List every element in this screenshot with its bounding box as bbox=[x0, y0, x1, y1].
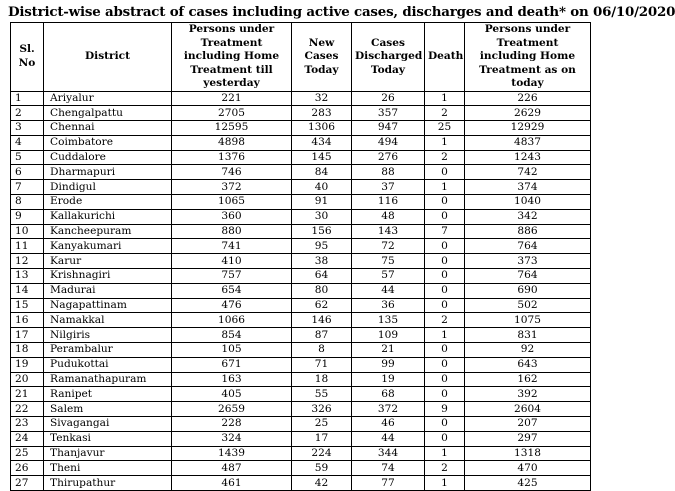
cell-cases-discharged: 99 bbox=[352, 357, 425, 372]
cell-persons-yesterday: 228 bbox=[172, 417, 292, 432]
cell-cases-discharged: 36 bbox=[352, 298, 425, 313]
cell-persons-yesterday: 854 bbox=[172, 328, 292, 343]
header-persons-yesterday: Persons under Treatment including Home Treatment till yesterday bbox=[172, 23, 292, 92]
cell-new-cases: 283 bbox=[292, 106, 352, 121]
cell-death: 0 bbox=[425, 372, 465, 387]
cell-death: 0 bbox=[425, 254, 465, 269]
table-row bbox=[11, 431, 591, 446]
cell-persons-today: 831 bbox=[465, 328, 591, 343]
cell-cases-discharged: 88 bbox=[352, 165, 425, 180]
cell-sl-no: 23 bbox=[11, 417, 44, 432]
cell-district: Madurai bbox=[44, 283, 172, 298]
cell-new-cases: 62 bbox=[292, 298, 352, 313]
cell-new-cases: 95 bbox=[292, 239, 352, 254]
cell-new-cases: 59 bbox=[292, 461, 352, 476]
cell-death: 2 bbox=[425, 150, 465, 165]
table-row bbox=[11, 209, 591, 224]
cell-cases-discharged: 68 bbox=[352, 387, 425, 402]
header-row bbox=[11, 23, 591, 92]
cell-district: Ranipet bbox=[44, 387, 172, 402]
cell-cases-discharged: 143 bbox=[352, 224, 425, 239]
cell-cases-discharged: 57 bbox=[352, 269, 425, 284]
cell-persons-yesterday: 461 bbox=[172, 476, 292, 491]
table-row bbox=[11, 372, 591, 387]
cell-cases-discharged: 75 bbox=[352, 254, 425, 269]
cell-persons-today: 373 bbox=[465, 254, 591, 269]
cell-cases-discharged: 74 bbox=[352, 461, 425, 476]
cell-persons-yesterday: 360 bbox=[172, 209, 292, 224]
cell-sl-no: 20 bbox=[11, 372, 44, 387]
cell-death: 0 bbox=[425, 387, 465, 402]
cell-death: 2 bbox=[425, 461, 465, 476]
cell-sl-no: 22 bbox=[11, 402, 44, 417]
cell-sl-no: 7 bbox=[11, 180, 44, 195]
cell-new-cases: 32 bbox=[292, 91, 352, 106]
cell-persons-today: 4837 bbox=[465, 135, 591, 150]
cell-death: 0 bbox=[425, 165, 465, 180]
cell-sl-no: 19 bbox=[11, 357, 44, 372]
cell-death: 1 bbox=[425, 180, 465, 195]
header-death: Death bbox=[425, 23, 465, 92]
cell-sl-no: 4 bbox=[11, 135, 44, 150]
cell-district: Sivagangai bbox=[44, 417, 172, 432]
cell-sl-no: 12 bbox=[11, 254, 44, 269]
cell-persons-today: 764 bbox=[465, 239, 591, 254]
cell-new-cases: 434 bbox=[292, 135, 352, 150]
cell-sl-no: 18 bbox=[11, 343, 44, 358]
table-row bbox=[11, 269, 591, 284]
cell-district: Thirupathur bbox=[44, 476, 172, 491]
cell-new-cases: 55 bbox=[292, 387, 352, 402]
cell-district: Chengalpattu bbox=[44, 106, 172, 121]
cell-persons-today: 1040 bbox=[465, 195, 591, 210]
cell-persons-yesterday: 2705 bbox=[172, 106, 292, 121]
cell-persons-today: 92 bbox=[465, 343, 591, 358]
cell-persons-today: 392 bbox=[465, 387, 591, 402]
cell-sl-no: 3 bbox=[11, 121, 44, 136]
cell-persons-today: 2604 bbox=[465, 402, 591, 417]
table-row bbox=[11, 461, 591, 476]
cell-death: 0 bbox=[425, 269, 465, 284]
table-row bbox=[11, 121, 591, 136]
cell-death: 1 bbox=[425, 446, 465, 461]
cell-death: 9 bbox=[425, 402, 465, 417]
cell-new-cases: 84 bbox=[292, 165, 352, 180]
cell-death: 0 bbox=[425, 283, 465, 298]
cell-persons-yesterday: 372 bbox=[172, 180, 292, 195]
cell-sl-no: 10 bbox=[11, 224, 44, 239]
cell-death: 0 bbox=[425, 209, 465, 224]
cell-new-cases: 80 bbox=[292, 283, 352, 298]
cell-persons-yesterday: 221 bbox=[172, 91, 292, 106]
cell-sl-no: 27 bbox=[11, 476, 44, 491]
cell-district: Namakkal bbox=[44, 313, 172, 328]
table-row bbox=[11, 165, 591, 180]
cell-new-cases: 18 bbox=[292, 372, 352, 387]
table-row bbox=[11, 343, 591, 358]
table-row bbox=[11, 91, 591, 106]
cell-district: Perambalur bbox=[44, 343, 172, 358]
cell-persons-today: 162 bbox=[465, 372, 591, 387]
table-row bbox=[11, 135, 591, 150]
cell-new-cases: 1306 bbox=[292, 121, 352, 136]
cell-persons-today: 12929 bbox=[465, 121, 591, 136]
table-row bbox=[11, 224, 591, 239]
district-abstract-table bbox=[10, 22, 591, 491]
cell-death: 1 bbox=[425, 328, 465, 343]
cell-new-cases: 71 bbox=[292, 357, 352, 372]
table-row bbox=[11, 446, 591, 461]
cell-new-cases: 30 bbox=[292, 209, 352, 224]
district-table-container bbox=[10, 22, 590, 491]
cell-death: 0 bbox=[425, 195, 465, 210]
cell-persons-today: 470 bbox=[465, 461, 591, 476]
cell-persons-yesterday: 487 bbox=[172, 461, 292, 476]
cell-cases-discharged: 372 bbox=[352, 402, 425, 417]
cell-district: Chennai bbox=[44, 121, 172, 136]
cell-persons-yesterday: 476 bbox=[172, 298, 292, 313]
cell-district: Theni bbox=[44, 461, 172, 476]
cell-cases-discharged: 276 bbox=[352, 150, 425, 165]
table-row bbox=[11, 402, 591, 417]
cell-persons-yesterday: 757 bbox=[172, 269, 292, 284]
cell-persons-yesterday: 324 bbox=[172, 431, 292, 446]
table-row bbox=[11, 106, 591, 121]
table-body bbox=[11, 91, 591, 491]
cell-death: 0 bbox=[425, 298, 465, 313]
cell-new-cases: 87 bbox=[292, 328, 352, 343]
table-row bbox=[11, 180, 591, 195]
cell-cases-discharged: 44 bbox=[352, 283, 425, 298]
cell-new-cases: 224 bbox=[292, 446, 352, 461]
table-row bbox=[11, 313, 591, 328]
cell-sl-no: 11 bbox=[11, 239, 44, 254]
cell-death: 1 bbox=[425, 476, 465, 491]
cell-cases-discharged: 135 bbox=[352, 313, 425, 328]
cell-persons-yesterday: 163 bbox=[172, 372, 292, 387]
cell-district: Coimbatore bbox=[44, 135, 172, 150]
cell-persons-today: 643 bbox=[465, 357, 591, 372]
cell-district: Dharmapuri bbox=[44, 165, 172, 180]
cell-persons-yesterday: 741 bbox=[172, 239, 292, 254]
cell-sl-no: 2 bbox=[11, 106, 44, 121]
cell-persons-yesterday: 405 bbox=[172, 387, 292, 402]
table-row bbox=[11, 357, 591, 372]
cell-sl-no: 16 bbox=[11, 313, 44, 328]
table-row bbox=[11, 298, 591, 313]
cell-new-cases: 42 bbox=[292, 476, 352, 491]
cell-persons-today: 764 bbox=[465, 269, 591, 284]
table-row bbox=[11, 283, 591, 298]
cell-persons-yesterday: 4898 bbox=[172, 135, 292, 150]
cell-death: 0 bbox=[425, 357, 465, 372]
header-district: District bbox=[44, 23, 172, 92]
cell-persons-yesterday: 880 bbox=[172, 224, 292, 239]
cell-persons-today: 886 bbox=[465, 224, 591, 239]
cell-persons-yesterday: 654 bbox=[172, 283, 292, 298]
cell-persons-today: 226 bbox=[465, 91, 591, 106]
cell-district: Kancheepuram bbox=[44, 224, 172, 239]
cell-cases-discharged: 109 bbox=[352, 328, 425, 343]
table-row bbox=[11, 328, 591, 343]
cell-sl-no: 1 bbox=[11, 91, 44, 106]
cell-cases-discharged: 26 bbox=[352, 91, 425, 106]
cell-new-cases: 156 bbox=[292, 224, 352, 239]
cell-district: Kallakurichi bbox=[44, 209, 172, 224]
cell-district: Nagapattinam bbox=[44, 298, 172, 313]
cell-cases-discharged: 44 bbox=[352, 431, 425, 446]
cell-cases-discharged: 116 bbox=[352, 195, 425, 210]
cell-death: 0 bbox=[425, 417, 465, 432]
cell-new-cases: 91 bbox=[292, 195, 352, 210]
cell-persons-today: 690 bbox=[465, 283, 591, 298]
cell-sl-no: 8 bbox=[11, 195, 44, 210]
cell-new-cases: 145 bbox=[292, 150, 352, 165]
cell-death: 1 bbox=[425, 91, 465, 106]
cell-district: Krishnagiri bbox=[44, 269, 172, 284]
cell-persons-today: 1318 bbox=[465, 446, 591, 461]
cell-persons-yesterday: 105 bbox=[172, 343, 292, 358]
cell-cases-discharged: 77 bbox=[352, 476, 425, 491]
cell-death: 0 bbox=[425, 343, 465, 358]
cell-persons-yesterday: 1376 bbox=[172, 150, 292, 165]
table-row bbox=[11, 417, 591, 432]
cell-new-cases: 326 bbox=[292, 402, 352, 417]
cell-new-cases: 38 bbox=[292, 254, 352, 269]
cell-district: Salem bbox=[44, 402, 172, 417]
cell-persons-today: 1075 bbox=[465, 313, 591, 328]
cell-district: Karur bbox=[44, 254, 172, 269]
cell-cases-discharged: 46 bbox=[352, 417, 425, 432]
cell-death: 7 bbox=[425, 224, 465, 239]
cell-persons-yesterday: 410 bbox=[172, 254, 292, 269]
cell-persons-yesterday: 1065 bbox=[172, 195, 292, 210]
cell-new-cases: 64 bbox=[292, 269, 352, 284]
cell-sl-no: 13 bbox=[11, 269, 44, 284]
document-title: District-wise abstract of cases including active cases, discharges and death* on 06/10/2020 bbox=[8, 4, 675, 20]
cell-sl-no: 21 bbox=[11, 387, 44, 402]
cell-sl-no: 26 bbox=[11, 461, 44, 476]
cell-cases-discharged: 48 bbox=[352, 209, 425, 224]
cell-district: Kanyakumari bbox=[44, 239, 172, 254]
cell-persons-today: 1243 bbox=[465, 150, 591, 165]
table-row bbox=[11, 150, 591, 165]
header-new-cases: New Cases Today bbox=[292, 23, 352, 92]
cell-cases-discharged: 37 bbox=[352, 180, 425, 195]
cell-persons-today: 425 bbox=[465, 476, 591, 491]
cell-persons-yesterday: 671 bbox=[172, 357, 292, 372]
cell-cases-discharged: 21 bbox=[352, 343, 425, 358]
cell-sl-no: 5 bbox=[11, 150, 44, 165]
cell-death: 1 bbox=[425, 135, 465, 150]
cell-district: Pudukottai bbox=[44, 357, 172, 372]
table-row bbox=[11, 476, 591, 491]
cell-sl-no: 24 bbox=[11, 431, 44, 446]
cell-sl-no: 25 bbox=[11, 446, 44, 461]
cell-district: Cuddalore bbox=[44, 150, 172, 165]
header-cases-discharged: Cases Discharged Today bbox=[352, 23, 425, 92]
cell-persons-today: 297 bbox=[465, 431, 591, 446]
cell-sl-no: 9 bbox=[11, 209, 44, 224]
cell-new-cases: 25 bbox=[292, 417, 352, 432]
header-sl-no: Sl. No bbox=[11, 23, 44, 92]
cell-death: 2 bbox=[425, 313, 465, 328]
table-row bbox=[11, 239, 591, 254]
cell-cases-discharged: 947 bbox=[352, 121, 425, 136]
cell-persons-yesterday: 746 bbox=[172, 165, 292, 180]
cell-district: Nilgiris bbox=[44, 328, 172, 343]
cell-new-cases: 146 bbox=[292, 313, 352, 328]
cell-death: 0 bbox=[425, 239, 465, 254]
cell-cases-discharged: 494 bbox=[352, 135, 425, 150]
cell-cases-discharged: 344 bbox=[352, 446, 425, 461]
cell-district: Dindigul bbox=[44, 180, 172, 195]
cell-sl-no: 15 bbox=[11, 298, 44, 313]
cell-district: Thanjavur bbox=[44, 446, 172, 461]
cell-persons-yesterday: 1439 bbox=[172, 446, 292, 461]
cell-persons-yesterday: 2659 bbox=[172, 402, 292, 417]
cell-sl-no: 6 bbox=[11, 165, 44, 180]
cell-new-cases: 8 bbox=[292, 343, 352, 358]
cell-district: Ariyalur bbox=[44, 91, 172, 106]
cell-persons-today: 742 bbox=[465, 165, 591, 180]
cell-district: Tenkasi bbox=[44, 431, 172, 446]
cell-persons-today: 374 bbox=[465, 180, 591, 195]
cell-death: 25 bbox=[425, 121, 465, 136]
cell-sl-no: 17 bbox=[11, 328, 44, 343]
cell-persons-today: 502 bbox=[465, 298, 591, 313]
cell-district: Erode bbox=[44, 195, 172, 210]
cell-persons-today: 207 bbox=[465, 417, 591, 432]
cell-death: 2 bbox=[425, 106, 465, 121]
header-persons-today: Persons under Treatment including Home Treatment as on today bbox=[465, 23, 591, 92]
table-row bbox=[11, 195, 591, 210]
cell-cases-discharged: 357 bbox=[352, 106, 425, 121]
cell-persons-today: 342 bbox=[465, 209, 591, 224]
cell-persons-yesterday: 12595 bbox=[172, 121, 292, 136]
cell-new-cases: 40 bbox=[292, 180, 352, 195]
cell-persons-today: 2629 bbox=[465, 106, 591, 121]
cell-persons-yesterday: 1066 bbox=[172, 313, 292, 328]
table-row bbox=[11, 254, 591, 269]
table-row bbox=[11, 387, 591, 402]
cell-new-cases: 17 bbox=[292, 431, 352, 446]
cell-sl-no: 14 bbox=[11, 283, 44, 298]
cell-cases-discharged: 72 bbox=[352, 239, 425, 254]
cell-death: 0 bbox=[425, 431, 465, 446]
cell-district: Ramanathapuram bbox=[44, 372, 172, 387]
cell-cases-discharged: 19 bbox=[352, 372, 425, 387]
